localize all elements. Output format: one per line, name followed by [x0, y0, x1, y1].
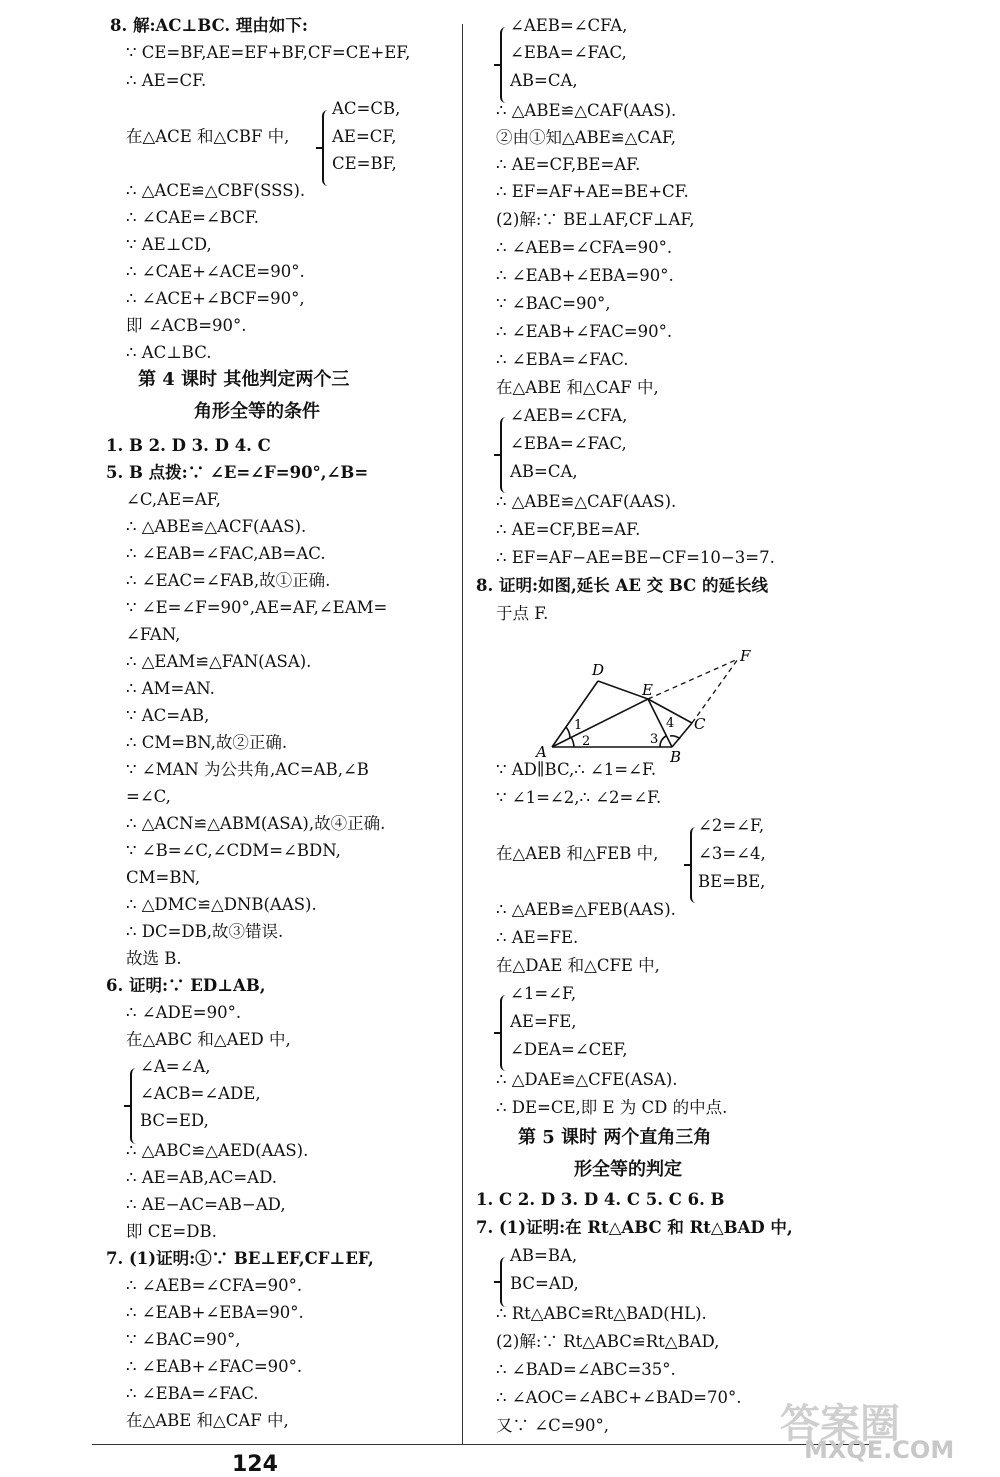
left-text-line: ∵ CE=BF,AE=EF+BF,CF=CE+EF, [126, 43, 411, 62]
left-text-line: ∵ AC=AB, [126, 706, 210, 725]
brace-right-5-7 [500, 1257, 510, 1307]
right-text-line: ∠3=∠4, [698, 844, 766, 863]
segment-BC [672, 723, 692, 747]
right-text-line: ∴ ∠EBA=∠FAC. [496, 350, 629, 369]
right-text-line: 在△AEB 和△FEB 中, [496, 844, 659, 863]
left-section-title: 角形全等的条件 [194, 401, 320, 422]
left-text-line: ∵ ∠BAC=90°, [126, 1330, 241, 1349]
left-text-line: ∵ AE⊥CD, [126, 235, 212, 254]
label-B: B [670, 748, 682, 765]
left-text-line: ∠FAN, [126, 625, 181, 644]
label-angle-2: 2 [582, 734, 591, 749]
right-text-line: ∴ EF=AF−AE=BE−CF=10−3=7. [496, 548, 775, 567]
brace-right-8a [690, 827, 700, 903]
right-text-line: ∵ ∠1=∠2,∴ ∠2=∠F. [496, 788, 662, 807]
right-text-line: ∴ DE=CE,即 E 为 CD 的中点. [496, 1098, 728, 1117]
right-text-line: AE=FE, [510, 1012, 577, 1031]
left-text-line: ∴ ∠CAE=∠BCF. [126, 208, 259, 227]
right-text-line: ∠2=∠F, [698, 816, 765, 835]
right-text-line: ∵ ∠BAC=90°, [496, 294, 611, 313]
left-text-line: CM=BN, [126, 868, 201, 887]
right-text-line: ∠1=∠F, [510, 984, 577, 1003]
right-text-line: ∠DEA=∠CEF, [510, 1040, 628, 1059]
left-text-line: ∴ △DMC≌△DNB(AAS). [126, 895, 317, 914]
right-text-line: ∴ EF=AF+AE=BE+CF. [496, 182, 689, 201]
left-text-line: ∴ AE=CF. [126, 71, 207, 90]
right-text-line: ∴ △DAE≌△CFE(ASA). [496, 1070, 678, 1089]
right-text-line: ∴ AE=FE. [496, 928, 579, 947]
left-text-line: ∴ DC=DB,故③错误. [126, 922, 284, 941]
left-text-line: AC=CB, [332, 99, 401, 118]
right-text-line: (2)解:∵ Rt△ABC≌Rt△BAD, [496, 1332, 720, 1351]
angle-2-arc [571, 737, 574, 747]
label-E: E [642, 681, 653, 699]
left-text-line: ∴ ∠EAC=∠FAB,故①正确. [126, 571, 331, 590]
segment-DE [598, 681, 648, 699]
right-text-line: ∠AEB=∠CFA, [510, 406, 628, 425]
column-divider [462, 24, 463, 1444]
left-text-line: ∴ ∠EAB+∠FAC=90°. [126, 1357, 303, 1376]
left-text-line: ∴ ∠EAB+∠EBA=90°. [126, 1303, 304, 1322]
label-F: F [740, 647, 751, 665]
left-text-line: ∴ ∠ADE=90°. [126, 1003, 242, 1022]
right-text-line: AB=BA, [510, 1246, 578, 1265]
right-text-line: ∴ △AEB≌△FEB(AAS). [496, 900, 676, 919]
right-text-line: ∠EBA=∠FAC, [510, 434, 627, 453]
right-text-line: ∠EBA=∠FAC, [510, 43, 627, 62]
right-text-line: ∴ ∠AOC=∠ABC+∠BAD=70°. [496, 1388, 742, 1407]
right-text-line: AB=CA, [510, 462, 578, 481]
right-text-line: 于点 F. [496, 604, 549, 623]
left-text-line: ∴ AE=AB,AC=AD. [126, 1168, 277, 1187]
left-text-line: ∴ △ACN≌△ABM(ASA),故④正确. [126, 814, 386, 833]
watermark-url: MXQE.COM [804, 1436, 955, 1464]
left-text-line: ∴ △EAM≌△FAN(ASA). [126, 652, 312, 671]
right-text-line: ∴ ∠BAD=∠ABC=35°. [496, 1360, 676, 1379]
right-section-title: 第 5 课时 两个直角三角 [518, 1127, 712, 1148]
left-text-line: 在△ACE 和△CBF 中, [126, 127, 290, 146]
left-text-line: CE=BF, [332, 154, 397, 173]
left-text-line: =∠C, [126, 787, 171, 806]
left-text-line: 8. 解:AC⊥BC. 理由如下: [110, 16, 309, 35]
left-text-line: ∴ AC⊥BC. [126, 343, 212, 362]
right-text-line: 又∵ ∠C=90°, [496, 1416, 610, 1435]
page-number: 124 [232, 1452, 278, 1477]
footer-rule [92, 1444, 872, 1445]
brace-left-6 [130, 1068, 140, 1144]
right-text-line: ∴ Rt△ABC≌Rt△BAD(HL). [496, 1304, 707, 1323]
right-text-line: BE=BE, [698, 872, 766, 891]
right-text-line: ∴ AE=CF,BE=AF. [496, 520, 641, 539]
right-text-line: ②由①知△ABE≌△CAF, [496, 128, 676, 147]
left-text-line: 7. (1)证明:①∵ BE⊥EF,CF⊥EF, [106, 1249, 374, 1268]
label-angle-1: 1 [574, 718, 583, 733]
right-text-line: ∠AEB=∠CFA, [510, 16, 628, 35]
left-text-line: ∴ AM=AN. [126, 679, 215, 698]
left-text-line: ∴ ∠ACE+∠BCF=90°, [126, 289, 305, 308]
left-text-line: ∴ CM=BN,故②正确. [126, 733, 288, 752]
angle-4-arc [670, 736, 680, 739]
left-section-title: 第 4 课时 其他判定两个三 [138, 369, 350, 390]
left-text-line: ∵ ∠B=∠C,∠CDM=∠BDN, [126, 841, 341, 860]
right-text-line: 在△ABE 和△CAF 中, [496, 378, 659, 397]
angle-3-arc [660, 736, 666, 747]
left-text-line: 在△ABC 和△AED 中, [126, 1030, 291, 1049]
right-text-line: 7. (1)证明:在 Rt△ABC 和 Rt△BAD 中, [476, 1218, 793, 1237]
left-text-line: 1. B 2. D 3. D 4. C [106, 436, 271, 455]
left-text-line: 在△ABE 和△CAF 中, [126, 1411, 289, 1430]
left-text-line: ∴ ∠EAB=∠FAC,AB=AC. [126, 544, 326, 563]
right-text-line: (2)解:∵ BE⊥AF,CF⊥AF, [496, 210, 695, 229]
left-text-line: ∵ ∠E=∠F=90°,AE=AF,∠EAM= [126, 598, 388, 617]
angle-1-arc [566, 727, 570, 738]
left-text-line: 故选 B. [126, 949, 182, 968]
right-text-line: AB=CA, [510, 71, 578, 90]
left-text-line: ∠A=∠A, [140, 1057, 211, 1076]
left-text-line: 6. 证明:∵ ED⊥AB, [106, 976, 266, 995]
brace-right-7a [500, 27, 510, 103]
right-text-line: 1. C 2. D 3. D 4. C 5. C 6. B [476, 1190, 725, 1209]
right-text-line: 8. 证明:如图,延长 AE 交 BC 的延长线 [476, 576, 769, 595]
label-angle-3: 3 [650, 732, 659, 747]
geometry-figure [530, 645, 770, 765]
left-text-line: ∠C,AE=AF, [126, 490, 221, 509]
brace-right-8b [500, 995, 510, 1071]
right-text-line: 在△DAE 和△CFE 中, [496, 956, 660, 975]
label-A: A [536, 743, 547, 761]
brace-left-8 [322, 110, 332, 186]
left-text-line: BC=ED, [140, 1111, 209, 1130]
segment-AD [552, 681, 598, 747]
left-text-line: ∴ ∠AEB=∠CFA=90°. [126, 1276, 303, 1295]
right-text-line: ∴ AE=CF,BE=AF. [496, 155, 641, 174]
right-section-title: 形全等的判定 [574, 1159, 682, 1180]
label-D: D [592, 661, 605, 679]
right-text-line: ∴ ∠AEB=∠CFA=90°. [496, 238, 673, 257]
segment-EF-dashed [648, 659, 738, 699]
right-text-line: BC=AD, [510, 1274, 579, 1293]
watermark-logo: 答案圈 [780, 1401, 900, 1447]
right-text-line: ∴ ∠EAB+∠EBA=90°. [496, 266, 674, 285]
brace-right-7b [500, 417, 510, 493]
label-angle-4: 4 [666, 716, 675, 731]
left-text-line: AE=CF, [332, 127, 397, 146]
segment-AE [552, 699, 648, 747]
left-text-line: ∴ △ACE≌△CBF(SSS). [126, 181, 306, 200]
left-text-line: ∴ ∠EBA=∠FAC. [126, 1384, 259, 1403]
left-text-line: ∴ △ABE≌△ACF(AAS). [126, 517, 307, 536]
right-text-line: ∴ △ABE≌△CAF(AAS). [496, 101, 677, 120]
left-text-line: ∵ ∠MAN 为公共角,AC=AB,∠B [126, 760, 369, 779]
right-text-line: ∴ △ABE≌△CAF(AAS). [496, 492, 677, 511]
left-text-line: 即 ∠ACB=90°. [126, 316, 247, 335]
label-C: C [694, 715, 706, 733]
right-text-line: ∴ ∠EAB+∠FAC=90°. [496, 322, 673, 341]
left-text-line: 即 CE=DB. [126, 1222, 217, 1241]
left-text-line: ∴ AE−AC=AB−AD, [126, 1195, 286, 1214]
left-text-line: 5. B 点拨:∵ ∠E=∠F=90°,∠B= [106, 463, 369, 482]
right-text-line: ∵ AD∥BC,∴ ∠1=∠F. [496, 760, 657, 779]
left-text-line: ∠ACB=∠ADE, [140, 1084, 261, 1103]
left-text-line: ∴ △ABC≌△AED(AAS). [126, 1141, 309, 1160]
left-text-line: ∴ ∠CAE+∠ACE=90°. [126, 262, 305, 281]
